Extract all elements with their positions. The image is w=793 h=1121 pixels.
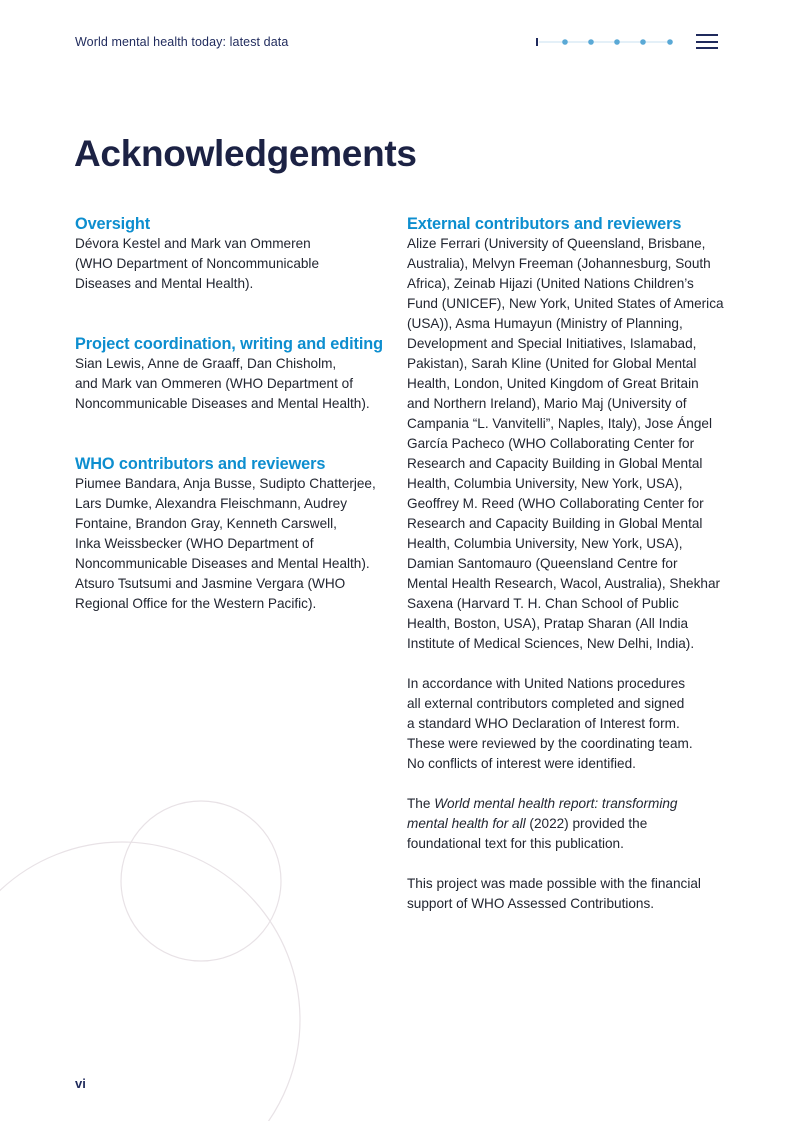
- progress-dot: [640, 39, 646, 45]
- source-title: World mental health report: transforming mental health for all: [407, 796, 678, 831]
- section-heading: WHO contributors and reviewers: [75, 455, 326, 473]
- section-heading: Project coordination, writing and editing: [75, 335, 383, 353]
- section-heading: Oversight: [75, 215, 151, 233]
- decorative-circles: [0, 780, 340, 1121]
- source-suffix: (2022) provided the foundational text for this publication.: [407, 816, 648, 851]
- right-column: [407, 214, 727, 914]
- section-who-contributors: [75, 454, 390, 614]
- hamburger-menu-icon[interactable]: [696, 34, 718, 50]
- progress-dot: [614, 39, 620, 45]
- progress-dot: [667, 39, 673, 45]
- section-body: Alize Ferrari (University of Queensland, Brisbane, Australia), Melvyn Freeman (Johannesburg, South Africa), Zeinab Hijazi (United Nations Children’s Fund (UNICEF), New York, United States of America (USA)), Asma Humayun (Ministry of Planning, Development and Special Initiatives, Islamabad, Pakistan), Sarah Kline (United for Global Mental Health, London, United Kingdom of Great Britain and Northern Ireland), Mario Maj (University of Campania “L. Vanvitelli”, Naples, Italy), Jose Ángel García Pacheco (WHO Collaborating Center for Research and Capacity Building in Global Mental Health, Columbia University, New York, USA), Geoffrey M. Reed (WHO Collaborating Center for Research and Capacity Building in Global Mental Health, Columbia University, New York, USA), Damian Santomauro (Queensland Centre for Mental Health Research, Wacol, Australia), Shekhar Saxena (Harvard T. H. Chan School of Public Health, Boston, USA), Pratap Sharan (All India Institute of Medical Sciences, New Delhi, India).: [407, 236, 724, 651]
- decorative-small-circle: [121, 801, 281, 961]
- declaration-paragraph: In accordance with United Nations procedures all external contributors completed and signed a standard WHO Declaration of Interest form. These were reviewed by the coordinating team. No conflicts of interest were identified.: [407, 676, 693, 771]
- page-title: Acknowledgements: [74, 133, 417, 174]
- section-body: Sian Lewis, Anne de Graaff, Dan Chisholm, and Mark van Ommeren (WHO Department of Noncommunicable Diseases and Mental Health).: [75, 356, 370, 411]
- section-oversight: [75, 214, 390, 294]
- left-column: [75, 214, 390, 614]
- section-project-coordination: [75, 334, 390, 414]
- source-prefix: The: [407, 796, 435, 811]
- decorative-large-circle: [0, 842, 300, 1121]
- progress-dot: [562, 39, 568, 45]
- progress-dot: [588, 39, 594, 45]
- page-number: vi: [75, 1076, 86, 1091]
- section-body: Piumee Bandara, Anja Busse, Sudipto Chatterjee, Lars Dumke, Alexandra Fleischmann, Audrey Fontaine, Brandon Gray, Kenneth Carswell, Inka Weissbecker (WHO Department of Noncommunicable Diseases and Mental Health). Atsuro Tsutsumi and Jasmine Vergara (WHO Regional Office for the Western Pacific).: [75, 476, 376, 611]
- running-header: World mental health today: latest data: [75, 35, 289, 49]
- progress-current-marker: [536, 38, 538, 46]
- source-paragraph: [407, 794, 727, 854]
- section-body: Dévora Kestel and Mark van Ommeren (WHO Department of Noncommunicable Diseases and Mental Health).: [75, 236, 320, 291]
- section-external-contributors: [407, 214, 727, 654]
- funding-paragraph: This project was made possible with the financial support of WHO Assessed Contributions.: [407, 876, 701, 911]
- page-progress-dots[interactable]: [535, 36, 675, 48]
- section-heading: External contributors and reviewers: [407, 215, 682, 233]
